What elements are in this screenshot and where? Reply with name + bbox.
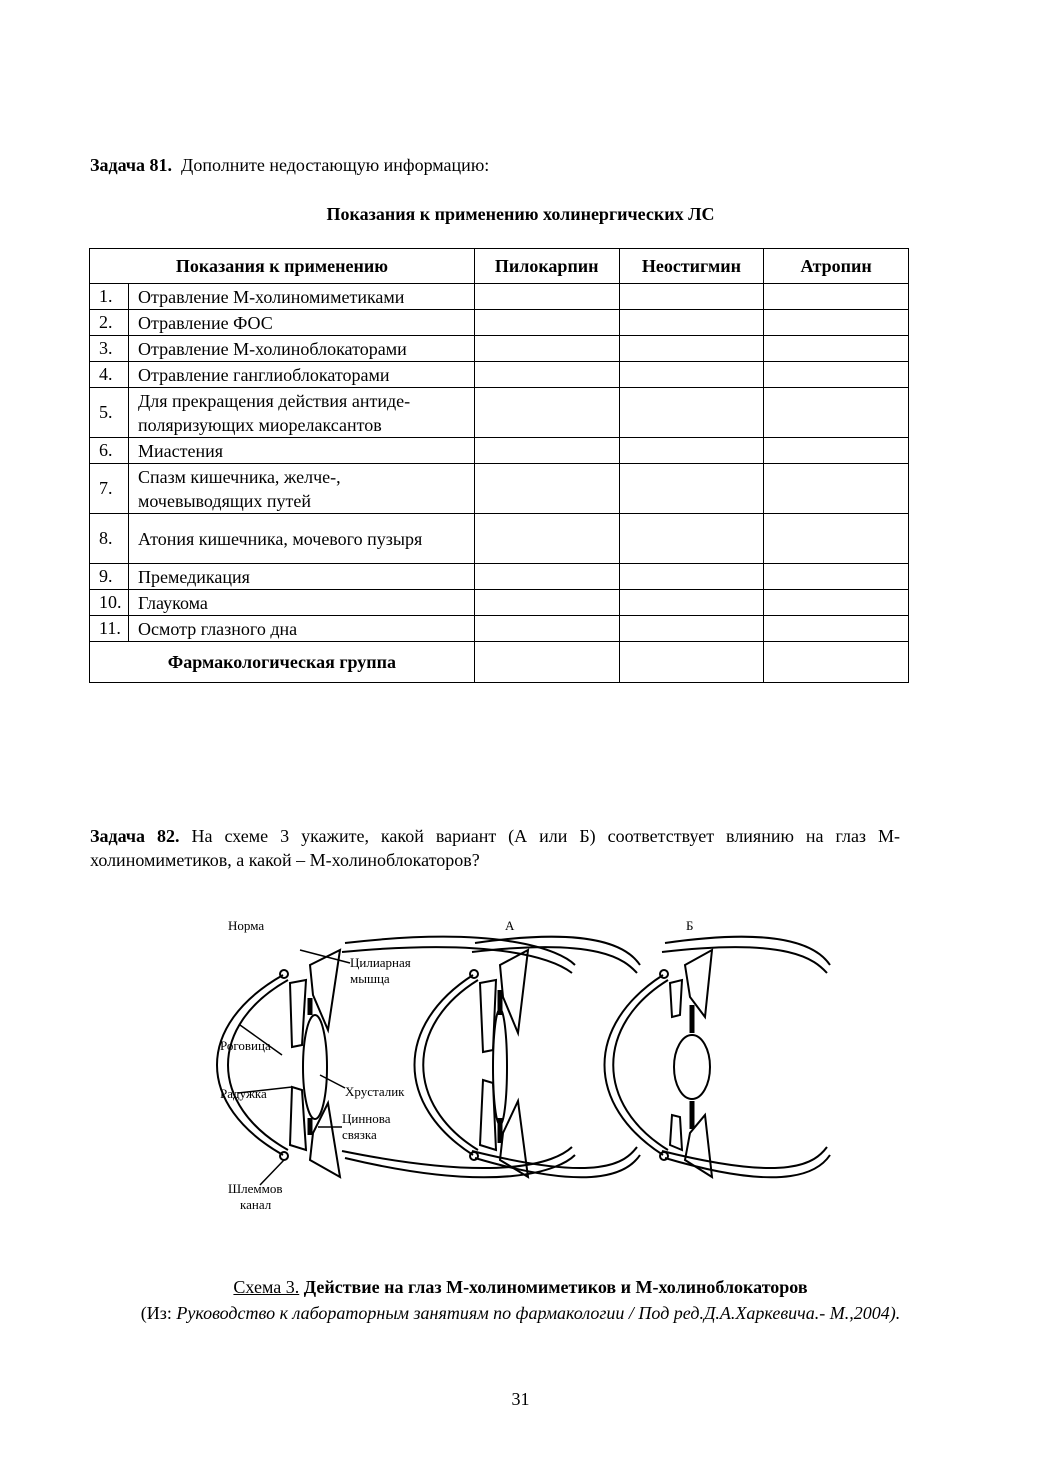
label-cornea: Роговица [220,1038,271,1053]
row-indication: Отравление М-холиноблокаторами [129,336,475,362]
table-row [90,590,909,616]
neostigmine-cell[interactable] [619,362,764,388]
caption-source [60,1302,981,1324]
header-pilocarpine: Пилокарпин [474,249,619,284]
caption-source-text: Руководство к лабораторным занятиям по фармакологии / Под ред.Д.А.Харкевича.- М.,2004). [176,1303,901,1323]
task-82-text: На схеме 3 укажите, какой вариант (А или Б) соответствует влиянию на глаз М-холиномиметиков, а какой – М-холиноблокаторов? [90,826,901,870]
atropine-cell[interactable] [764,362,909,388]
indications-table [89,248,909,683]
row-indication: Атония кишечника, мочевого пузыря [129,514,475,564]
atropine-cell[interactable] [764,310,909,336]
label-zonule-1: Циннова [342,1111,391,1126]
pilocarpine-group-cell[interactable] [474,642,619,683]
label-iris: Радужка [220,1086,267,1101]
iris-bottom [290,1087,306,1150]
row-indication: Осмотр глазного дна [129,616,475,642]
neostigmine-cell[interactable] [619,388,764,438]
row-number: 8. [90,514,129,564]
cornea-inner [228,980,288,1150]
neostigmine-cell[interactable] [619,564,764,590]
header-atropine: Атропин [764,249,909,284]
task-81-label: Задача 81. [90,155,173,175]
neostigmine-cell[interactable] [619,514,764,564]
pilocarpine-cell[interactable] [474,310,619,336]
row-number: 6. [90,438,129,464]
pilocarpine-cell[interactable] [474,388,619,438]
table-row [90,362,909,388]
table-header-row [90,249,909,284]
eye-variant-a [415,937,641,1178]
label-a: А [505,918,515,933]
ciliary-bottom [310,1103,340,1177]
atropine-cell[interactable] [764,564,909,590]
row-number: 11. [90,616,129,642]
schlemm-bottom [280,1152,288,1160]
table-row [90,284,909,310]
pilocarpine-cell[interactable] [474,336,619,362]
table-row [90,564,909,590]
pilocarpine-cell[interactable] [474,362,619,388]
lens-flat [493,1009,507,1125]
label-ciliary-2: мышца [350,971,390,986]
row-number: 3. [90,336,129,362]
row-indication: Отравление ФОС [129,310,475,336]
task-81-heading [90,154,489,176]
lens-round [674,1035,710,1099]
row-indication: Отравление М-холиномиметиками [129,284,475,310]
atropine-group-cell[interactable] [764,642,909,683]
pilocarpine-cell[interactable] [474,564,619,590]
neostigmine-cell[interactable] [619,284,764,310]
eye-normal [217,937,575,1185]
row-number: 5. [90,388,129,438]
label-b: Б [686,918,694,933]
table-footer-row [90,642,909,683]
row-number: 7. [90,464,129,514]
lens-pointer [320,1075,345,1088]
label-schlemm-1: Шлеммов [228,1181,283,1196]
atropine-cell[interactable] [764,590,909,616]
cornea-outer [217,975,283,1155]
caption-title: Действие на глаз М-холиномиметиков и М-холиноблокаторов [303,1277,808,1297]
neostigmine-cell[interactable] [619,464,764,514]
neostigmine-cell[interactable] [619,336,764,362]
row-indication: Для прекращения действия антиде-поляризующих миорелаксантов [129,388,475,438]
atropine-cell[interactable] [764,388,909,438]
atropine-cell[interactable] [764,464,909,514]
header-indications: Показания к применению [90,249,475,284]
atropine-cell[interactable] [764,336,909,362]
label-lens: Хрусталик [345,1084,405,1099]
atropine-cell[interactable] [764,514,909,564]
pilocarpine-cell[interactable] [474,514,619,564]
eye-diagram [200,905,840,1225]
caption-source-open: (Из: [140,1303,177,1323]
atropine-cell[interactable] [764,616,909,642]
row-number: 1. [90,284,129,310]
label-zonule-2: связка [342,1127,377,1142]
ciliary-top [310,950,340,1030]
task-82-label: Задача 82. [90,826,180,846]
label-ciliary-1: Цилиарная [350,955,411,970]
neostigmine-cell[interactable] [619,310,764,336]
neostigmine-group-cell[interactable] [619,642,764,683]
row-number: 2. [90,310,129,336]
task-82-paragraph [90,824,900,872]
row-number: 9. [90,564,129,590]
label-schlemm-2: канал [240,1197,272,1212]
pilocarpine-cell[interactable] [474,464,619,514]
table-row [90,336,909,362]
row-number: 4. [90,362,129,388]
table-row [90,438,909,464]
page-number: 31 [511,1389,530,1409]
row-number: 10. [90,590,129,616]
table-row [90,514,909,564]
row-indication: Глаукома [129,590,475,616]
row-indication: Миастения [129,438,475,464]
row-indication: Спазм кишечника, желче-, мочевыводящих путей [129,464,475,514]
task-81-text: Дополните недостающую информацию: [181,155,490,175]
pilocarpine-cell[interactable] [474,616,619,642]
caption-prefix: Схема 3. [233,1277,300,1297]
atropine-cell[interactable] [764,284,909,310]
neostigmine-cell[interactable] [619,438,764,464]
figure-caption [0,1276,1041,1298]
table-title: Показания к применению холинергических ЛС [326,204,715,224]
footer-pharmacological-group: Фармакологическая группа [90,642,475,683]
neostigmine-cell[interactable] [619,590,764,616]
row-indication: Отравление ганглиоблокаторами [129,362,475,388]
neostigmine-cell[interactable] [619,616,764,642]
label-norm: Норма [228,918,265,933]
eye-variant-b [605,937,831,1178]
schlemm-top [280,970,288,978]
table-row [90,616,909,642]
table-row [90,310,909,336]
iris-top [290,980,306,1047]
pilocarpine-cell[interactable] [474,284,619,310]
atropine-cell[interactable] [764,438,909,464]
row-indication: Премедикация [129,564,475,590]
table-row [90,464,909,514]
table-row [90,388,909,438]
lens-normal [303,1015,327,1119]
pilocarpine-cell[interactable] [474,438,619,464]
header-neostigmine: Неостигмин [619,249,764,284]
pilocarpine-cell[interactable] [474,590,619,616]
